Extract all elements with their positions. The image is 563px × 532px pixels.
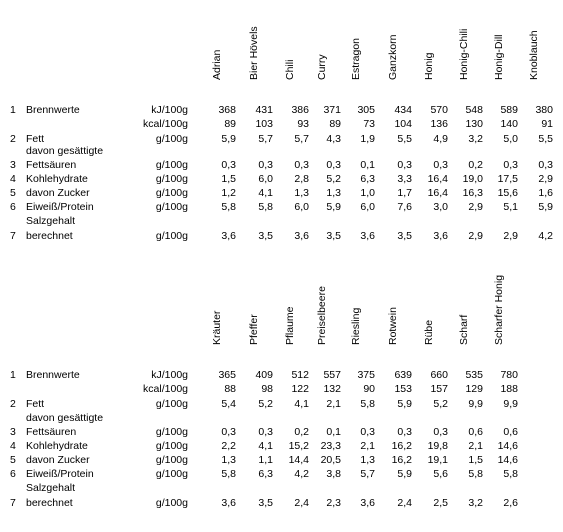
- column-header: Scharf: [458, 314, 470, 345]
- table-cell: 17,5: [497, 173, 518, 185]
- table-cell: 780: [500, 369, 518, 381]
- table-cell: 4,1: [258, 440, 273, 452]
- row-unit: g/100g: [155, 426, 188, 438]
- table-cell: 4,9: [433, 133, 448, 145]
- row-unit: g/100g: [155, 454, 188, 466]
- table-cell: 589: [500, 104, 518, 116]
- row-number: 3: [10, 159, 16, 171]
- row-label: Fett: [26, 133, 45, 145]
- table-cell: 0,2: [294, 426, 309, 438]
- row-label: Fett: [26, 398, 45, 410]
- table-cell: 19,1: [427, 454, 448, 466]
- table-cell: 0,3: [360, 426, 375, 438]
- row-unit: g/100g: [155, 230, 188, 242]
- table-cell: 570: [430, 104, 448, 116]
- table-cell: 3,5: [397, 230, 412, 242]
- table-cell: 409: [255, 369, 273, 381]
- table-cell: 386: [291, 104, 309, 116]
- table-cell: 90: [363, 383, 375, 395]
- table-cell: 1,3: [326, 187, 341, 199]
- column-header: Scharfer Honig: [493, 274, 505, 345]
- table-cell: 305: [357, 104, 375, 116]
- table-cell: 188: [500, 383, 518, 395]
- table-cell: 3,6: [221, 497, 236, 509]
- row-label: Salzgehalt: [26, 215, 76, 227]
- row-label: davon Zucker: [26, 187, 90, 199]
- table-cell: 91: [541, 118, 553, 130]
- table-cell: 0,3: [258, 159, 273, 171]
- table-cell: 3,0: [433, 201, 448, 213]
- table-cell: 535: [465, 369, 483, 381]
- table-cell: 5,8: [221, 468, 236, 480]
- table-cell: 89: [329, 118, 341, 130]
- table-cell: 16,2: [391, 440, 412, 452]
- table-cell: 5,8: [468, 468, 483, 480]
- row-label: Brennwerte: [26, 104, 80, 116]
- table-cell: 0,3: [221, 159, 236, 171]
- row-unit: kJ/100g: [151, 369, 188, 381]
- table-cell: 0,3: [326, 159, 341, 171]
- table-cell: 5,9: [326, 201, 341, 213]
- row-number: 2: [10, 398, 16, 410]
- table-cell: 5,9: [397, 468, 412, 480]
- table-cell: 1,9: [360, 133, 375, 145]
- row-label: berechnet: [26, 497, 73, 509]
- table-cell: 2,5: [433, 497, 448, 509]
- table-cell: 1,2: [221, 187, 236, 199]
- table-cell: 2,4: [294, 497, 309, 509]
- table-cell: 5,7: [258, 133, 273, 145]
- row-label: Kohlehydrate: [26, 173, 88, 185]
- table-cell: 0,2: [468, 159, 483, 171]
- row-number: 5: [10, 454, 16, 466]
- table-cell: 6,0: [360, 201, 375, 213]
- row-number: 3: [10, 426, 16, 438]
- table-cell: 4,3: [326, 133, 341, 145]
- table-cell: 5,0: [503, 133, 518, 145]
- table-cell: 2,9: [468, 230, 483, 242]
- table-cell: 3,5: [258, 230, 273, 242]
- table-cell: 16,3: [462, 187, 483, 199]
- table-cell: 122: [291, 383, 309, 395]
- table-cell: 103: [255, 118, 273, 130]
- table-cell: 5,2: [258, 398, 273, 410]
- table-cell: 434: [394, 104, 412, 116]
- column-header: Pflaume: [284, 306, 296, 345]
- table-cell: 371: [323, 104, 341, 116]
- row-unit: g/100g: [155, 440, 188, 452]
- table-cell: 2,9: [538, 173, 553, 185]
- column-header: Curry: [316, 54, 328, 80]
- table-cell: 3,8: [326, 468, 341, 480]
- row-label: davon gesättigte: [26, 145, 104, 157]
- column-header: Chili: [284, 59, 296, 80]
- table-cell: 5,2: [326, 173, 341, 185]
- table-cell: 16,4: [427, 173, 448, 185]
- row-label: Brennwerte: [26, 369, 80, 381]
- table-cell: 3,5: [258, 497, 273, 509]
- row-number: 7: [10, 497, 16, 509]
- table-cell: 14,4: [288, 454, 309, 466]
- row-label: Kohlehydrate: [26, 440, 88, 452]
- column-header: Knoblauch: [528, 30, 540, 80]
- table-cell: 5,6: [433, 468, 448, 480]
- row-unit: g/100g: [155, 398, 188, 410]
- table-cell: 4,2: [294, 468, 309, 480]
- table-cell: 16,2: [391, 454, 412, 466]
- table-cell: 3,6: [360, 230, 375, 242]
- table-cell: 2,1: [468, 440, 483, 452]
- table-cell: 15,6: [497, 187, 518, 199]
- row-number: 2: [10, 133, 16, 145]
- table-cell: 20,5: [320, 454, 341, 466]
- table-cell: 3,6: [294, 230, 309, 242]
- row-number: 4: [10, 440, 16, 452]
- row-label: Eiweiß/Protein: [26, 201, 94, 213]
- row-label: Fettsäuren: [26, 426, 77, 438]
- table-cell: 365: [218, 369, 236, 381]
- table-cell: 73: [363, 118, 375, 130]
- table-cell: 1,1: [258, 454, 273, 466]
- table-cell: 557: [323, 369, 341, 381]
- table-cell: 2,4: [397, 497, 412, 509]
- table-cell: 3,6: [221, 230, 236, 242]
- column-header: Pfeffer: [248, 314, 260, 345]
- table-cell: 0,6: [503, 426, 518, 438]
- table-cell: 5,5: [397, 133, 412, 145]
- table-cell: 0,1: [360, 159, 375, 171]
- table-cell: 2,9: [503, 230, 518, 242]
- column-header: Adrian: [211, 49, 223, 80]
- column-header: Honig-Chili: [458, 28, 470, 80]
- table-cell: 93: [297, 118, 309, 130]
- row-number: 1: [10, 369, 16, 381]
- table-cell: 1,3: [294, 187, 309, 199]
- row-unit: kcal/100g: [143, 383, 188, 395]
- column-header: Honig-Dill: [493, 34, 505, 80]
- table-cell: 380: [535, 104, 553, 116]
- table-cell: 9,9: [468, 398, 483, 410]
- row-number: 1: [10, 104, 16, 116]
- table-cell: 5,8: [360, 398, 375, 410]
- table-cell: 0,3: [221, 426, 236, 438]
- table-cell: 1,0: [360, 187, 375, 199]
- table-cell: 2,3: [326, 497, 341, 509]
- row-label: Fettsäuren: [26, 159, 77, 171]
- table-cell: 129: [465, 383, 483, 395]
- table-cell: 136: [430, 118, 448, 130]
- table-cell: 548: [465, 104, 483, 116]
- table-cell: 3,6: [433, 230, 448, 242]
- table-cell: 3,2: [468, 133, 483, 145]
- row-label: davon Zucker: [26, 454, 90, 466]
- table-cell: 2,1: [360, 440, 375, 452]
- table-cell: 153: [394, 383, 412, 395]
- table-cell: 1,6: [538, 187, 553, 199]
- row-label: Eiweiß/Protein: [26, 468, 94, 480]
- table-cell: 639: [394, 369, 412, 381]
- table-cell: 88: [224, 383, 236, 395]
- column-header: Kräuter: [211, 310, 223, 345]
- table-cell: 130: [465, 118, 483, 130]
- table-cell: 0,6: [468, 426, 483, 438]
- table-cell: 157: [430, 383, 448, 395]
- table-cell: 5,9: [397, 398, 412, 410]
- table-cell: 15,2: [288, 440, 309, 452]
- row-number: 4: [10, 173, 16, 185]
- row-unit: g/100g: [155, 187, 188, 199]
- column-header: Rotwein: [387, 307, 399, 345]
- table-cell: 1,7: [397, 187, 412, 199]
- table-cell: 132: [323, 383, 341, 395]
- table-cell: 19,8: [427, 440, 448, 452]
- table-cell: 2,1: [326, 398, 341, 410]
- row-unit: kJ/100g: [151, 104, 188, 116]
- table-cell: 375: [357, 369, 375, 381]
- table-cell: 19,0: [462, 173, 483, 185]
- table-cell: 3,2: [468, 497, 483, 509]
- table-cell: 512: [291, 369, 309, 381]
- row-unit: g/100g: [155, 173, 188, 185]
- table-cell: 16,4: [427, 187, 448, 199]
- table-cell: 0,3: [397, 426, 412, 438]
- table-cell: 5,5: [538, 133, 553, 145]
- table-cell: 5,7: [360, 468, 375, 480]
- table-cell: 660: [430, 369, 448, 381]
- table-cell: 1,5: [468, 454, 483, 466]
- table-cell: 368: [218, 104, 236, 116]
- table-cell: 2,6: [503, 497, 518, 509]
- table-cell: 5,8: [258, 201, 273, 213]
- row-label: davon gesättigte: [26, 412, 104, 424]
- row-unit: g/100g: [155, 497, 188, 509]
- table-cell: 1,3: [221, 454, 236, 466]
- column-header: Bier Hövels: [248, 26, 260, 80]
- table-cell: 4,2: [538, 230, 553, 242]
- row-number: 7: [10, 230, 16, 242]
- row-unit: g/100g: [155, 133, 188, 145]
- table-cell: 6,0: [294, 201, 309, 213]
- table-cell: 98: [261, 383, 273, 395]
- row-label: Salzgehalt: [26, 482, 76, 494]
- table-cell: 0,3: [538, 159, 553, 171]
- table-cell: 9,9: [503, 398, 518, 410]
- table-cell: 0,1: [326, 426, 341, 438]
- row-unit: g/100g: [155, 159, 188, 171]
- table-cell: 5,4: [221, 398, 236, 410]
- table-cell: 5,9: [538, 201, 553, 213]
- table-cell: 5,8: [221, 201, 236, 213]
- table-cell: 89: [224, 118, 236, 130]
- table-cell: 7,6: [397, 201, 412, 213]
- table-cell: 104: [394, 118, 412, 130]
- row-number: 6: [10, 468, 16, 480]
- column-header: Ganzkorn: [387, 34, 399, 80]
- table-cell: 5,8: [503, 468, 518, 480]
- row-unit: g/100g: [155, 201, 188, 213]
- table-cell: 3,3: [397, 173, 412, 185]
- table-cell: 14,6: [497, 454, 518, 466]
- table-cell: 23,3: [320, 440, 341, 452]
- row-number: 6: [10, 201, 16, 213]
- table-cell: 0,3: [503, 159, 518, 171]
- table-cell: 5,1: [503, 201, 518, 213]
- table-cell: 3,5: [326, 230, 341, 242]
- table-cell: 431: [255, 104, 273, 116]
- table-cell: 5,2: [433, 398, 448, 410]
- column-header: Rübe: [423, 319, 435, 345]
- column-header: Honig: [423, 52, 435, 80]
- row-number: 5: [10, 187, 16, 199]
- table-cell: 3,6: [360, 497, 375, 509]
- table-cell: 0,3: [433, 159, 448, 171]
- table-cell: 4,1: [294, 398, 309, 410]
- table-cell: 0,3: [258, 426, 273, 438]
- table-cell: 2,9: [468, 201, 483, 213]
- row-label: berechnet: [26, 230, 73, 242]
- table-cell: 6,3: [360, 173, 375, 185]
- table-cell: 2,2: [221, 440, 236, 452]
- table-cell: 14,6: [497, 440, 518, 452]
- table-cell: 1,3: [360, 454, 375, 466]
- column-header: Riesling: [350, 307, 362, 345]
- table-cell: 140: [500, 118, 518, 130]
- row-unit: kcal/100g: [143, 118, 188, 130]
- table-cell: 6,3: [258, 468, 273, 480]
- table-cell: 5,7: [294, 133, 309, 145]
- table-cell: 4,1: [258, 187, 273, 199]
- table-cell: 1,5: [221, 173, 236, 185]
- column-header: Estragon: [350, 37, 362, 80]
- table-cell: 0,3: [294, 159, 309, 171]
- table-cell: 0,3: [433, 426, 448, 438]
- table-cell: 5,9: [221, 133, 236, 145]
- table-cell: 2,8: [294, 173, 309, 185]
- table-cell: 6,0: [258, 173, 273, 185]
- table-cell: 0,3: [397, 159, 412, 171]
- column-header: Preiselbeere: [316, 286, 328, 345]
- row-unit: g/100g: [155, 468, 188, 480]
